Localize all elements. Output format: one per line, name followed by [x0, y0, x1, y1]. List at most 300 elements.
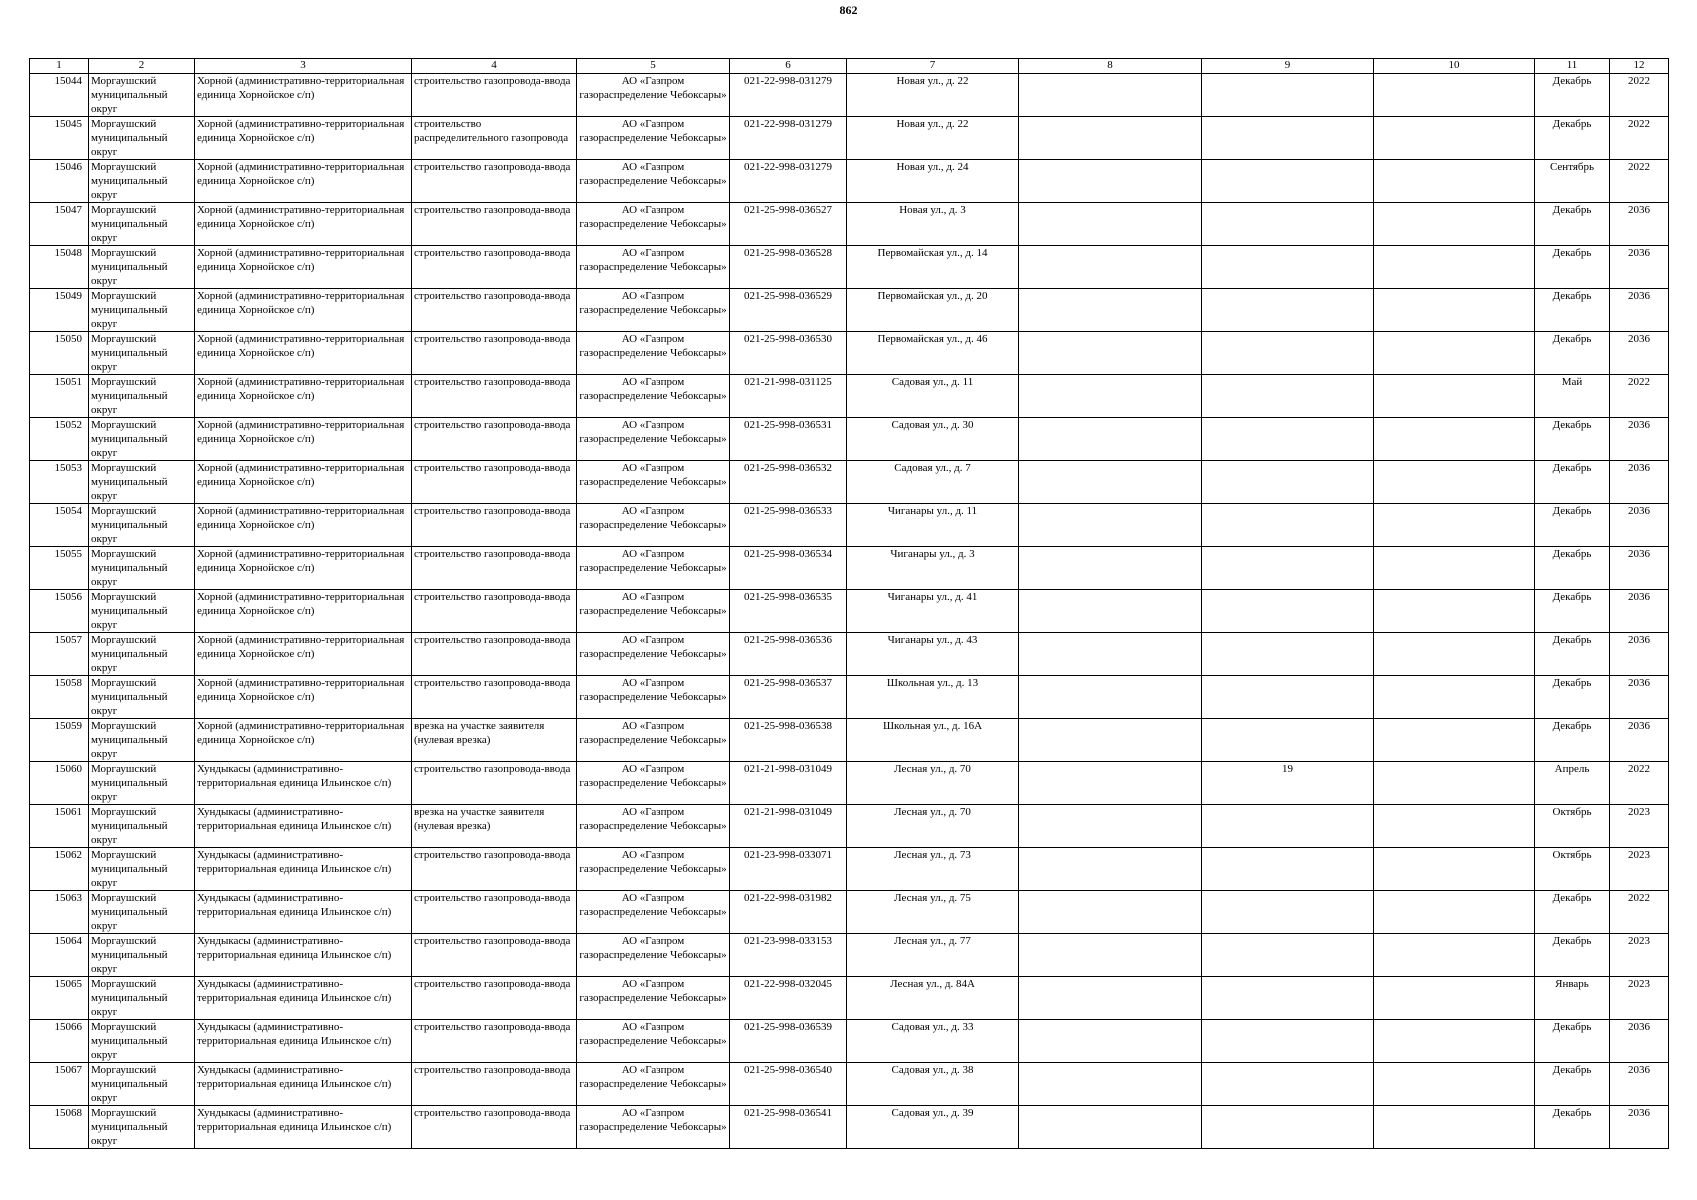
table-row — [30, 891, 1669, 934]
cell-month: Декабрь — [1535, 891, 1610, 934]
cell-locality: Хорной (административно-территориальная единица Хорнойское с/п) — [195, 203, 412, 246]
table-row — [30, 590, 1669, 633]
cell-work-type: строительство газопровода-ввода — [412, 1020, 577, 1063]
cell-application-code: 021-21-998-031049 — [730, 805, 847, 848]
cell-column-8 — [1019, 547, 1202, 590]
column-number-row — [30, 59, 1669, 74]
cell-application-code: 021-21-998-031125 — [730, 375, 847, 418]
cell-month: Декабрь — [1535, 719, 1610, 762]
cell-month: Декабрь — [1535, 74, 1610, 117]
cell-work-type: строительство газопровода-ввода — [412, 1106, 577, 1149]
table-row — [30, 977, 1669, 1020]
cell-district: Моргаушский муниципальный округ — [89, 1106, 195, 1149]
cell-number: 15060 — [30, 762, 89, 805]
cell-year: 2036 — [1610, 633, 1669, 676]
cell-work-type: строительство газопровода-ввода — [412, 891, 577, 934]
cell-number: 15058 — [30, 676, 89, 719]
cell-address: Садовая ул., д. 7 — [847, 461, 1019, 504]
cell-district: Моргаушский муниципальный округ — [89, 504, 195, 547]
cell-address: Лесная ул., д. 70 — [847, 805, 1019, 848]
cell-organization: АО «Газпром газораспределение Чебоксары» — [577, 977, 730, 1020]
cell-locality: Хорной (административно-территориальная единица Хорнойское с/п) — [195, 160, 412, 203]
column-header-3: 3 — [195, 59, 412, 74]
cell-application-code: 021-25-998-036533 — [730, 504, 847, 547]
cell-column-9 — [1202, 74, 1374, 117]
cell-application-code: 021-25-998-036528 — [730, 246, 847, 289]
cell-district: Моргаушский муниципальный округ — [89, 590, 195, 633]
cell-column-8 — [1019, 203, 1202, 246]
cell-column-10 — [1374, 590, 1535, 633]
cell-district: Моргаушский муниципальный округ — [89, 1020, 195, 1063]
cell-column-10 — [1374, 547, 1535, 590]
cell-district: Моргаушский муниципальный округ — [89, 74, 195, 117]
cell-number: 15066 — [30, 1020, 89, 1063]
cell-column-8 — [1019, 676, 1202, 719]
cell-work-type: строительство газопровода-ввода — [412, 934, 577, 977]
cell-locality: Хундыкасы (административно-территориальная единица Ильинское с/п) — [195, 977, 412, 1020]
cell-address: Новая ул., д. 22 — [847, 117, 1019, 160]
cell-work-type: строительство газопровода-ввода — [412, 762, 577, 805]
cell-address: Лесная ул., д. 77 — [847, 934, 1019, 977]
cell-organization: АО «Газпром газораспределение Чебоксары» — [577, 891, 730, 934]
cell-column-8 — [1019, 977, 1202, 1020]
cell-address: Садовая ул., д. 39 — [847, 1106, 1019, 1149]
cell-year: 2022 — [1610, 160, 1669, 203]
cell-work-type: строительство газопровода-ввода — [412, 633, 577, 676]
cell-column-8 — [1019, 117, 1202, 160]
cell-year: 2036 — [1610, 676, 1669, 719]
cell-number: 15046 — [30, 160, 89, 203]
cell-column-10 — [1374, 418, 1535, 461]
cell-year: 2036 — [1610, 1106, 1669, 1149]
cell-column-9 — [1202, 676, 1374, 719]
cell-organization: АО «Газпром газораспределение Чебоксары» — [577, 762, 730, 805]
cell-column-10 — [1374, 977, 1535, 1020]
cell-organization: АО «Газпром газораспределение Чебоксары» — [577, 633, 730, 676]
cell-application-code: 021-22-998-031279 — [730, 74, 847, 117]
cell-number: 15048 — [30, 246, 89, 289]
cell-application-code: 021-25-998-036534 — [730, 547, 847, 590]
column-header-2: 2 — [89, 59, 195, 74]
cell-locality: Хорной (административно-территориальная единица Хорнойское с/п) — [195, 74, 412, 117]
cell-number: 15068 — [30, 1106, 89, 1149]
cell-column-8 — [1019, 332, 1202, 375]
cell-year: 2022 — [1610, 74, 1669, 117]
cell-column-10 — [1374, 246, 1535, 289]
cell-address: Первомайская ул., д. 14 — [847, 246, 1019, 289]
cell-month: Декабрь — [1535, 676, 1610, 719]
column-header-9: 9 — [1202, 59, 1374, 74]
cell-column-10 — [1374, 762, 1535, 805]
cell-district: Моргаушский муниципальный округ — [89, 160, 195, 203]
cell-column-8 — [1019, 633, 1202, 676]
cell-work-type: строительство газопровода-ввода — [412, 160, 577, 203]
cell-address: Лесная ул., д. 73 — [847, 848, 1019, 891]
cell-year: 2022 — [1610, 375, 1669, 418]
cell-month: Декабрь — [1535, 633, 1610, 676]
cell-column-9 — [1202, 117, 1374, 160]
cell-work-type: строительство газопровода-ввода — [412, 289, 577, 332]
cell-work-type: врезка на участке заявителя (нулевая врезка) — [412, 805, 577, 848]
cell-district: Моргаушский муниципальный округ — [89, 676, 195, 719]
cell-work-type: строительство газопровода-ввода — [412, 246, 577, 289]
cell-work-type: строительство распределительного газопровода — [412, 117, 577, 160]
cell-work-type: строительство газопровода-ввода — [412, 74, 577, 117]
cell-year: 2036 — [1610, 590, 1669, 633]
cell-address: Лесная ул., д. 84А — [847, 977, 1019, 1020]
cell-column-8 — [1019, 590, 1202, 633]
cell-organization: АО «Газпром газораспределение Чебоксары» — [577, 74, 730, 117]
cell-district: Моргаушский муниципальный округ — [89, 719, 195, 762]
cell-application-code: 021-25-998-036536 — [730, 633, 847, 676]
table-row — [30, 289, 1669, 332]
table-row — [30, 719, 1669, 762]
cell-work-type: строительство газопровода-ввода — [412, 1063, 577, 1106]
cell-district: Моргаушский муниципальный округ — [89, 805, 195, 848]
cell-organization: АО «Газпром газораспределение Чебоксары» — [577, 719, 730, 762]
cell-column-8 — [1019, 1106, 1202, 1149]
cell-address: Школьная ул., д. 13 — [847, 676, 1019, 719]
column-header-6: 6 — [730, 59, 847, 74]
table-row — [30, 160, 1669, 203]
cell-work-type: врезка на участке заявителя (нулевая врезка) — [412, 719, 577, 762]
cell-organization: АО «Газпром газораспределение Чебоксары» — [577, 418, 730, 461]
cell-year: 2036 — [1610, 461, 1669, 504]
cell-locality: Хорной (административно-территориальная единица Хорнойское с/п) — [195, 676, 412, 719]
cell-year: 2036 — [1610, 246, 1669, 289]
table-row — [30, 1020, 1669, 1063]
cell-month: Декабрь — [1535, 1020, 1610, 1063]
cell-column-9 — [1202, 934, 1374, 977]
cell-organization: АО «Газпром газораспределение Чебоксары» — [577, 1020, 730, 1063]
table-row — [30, 332, 1669, 375]
table-row — [30, 504, 1669, 547]
cell-column-9: 19 — [1202, 762, 1374, 805]
cell-column-8 — [1019, 848, 1202, 891]
cell-number: 15047 — [30, 203, 89, 246]
cell-column-10 — [1374, 461, 1535, 504]
cell-column-10 — [1374, 332, 1535, 375]
cell-column-10 — [1374, 203, 1535, 246]
cell-column-9 — [1202, 332, 1374, 375]
cell-application-code: 021-25-998-036535 — [730, 590, 847, 633]
cell-district: Моргаушский муниципальный округ — [89, 1063, 195, 1106]
table-row — [30, 848, 1669, 891]
cell-year: 2036 — [1610, 289, 1669, 332]
cell-month: Апрель — [1535, 762, 1610, 805]
cell-number: 15067 — [30, 1063, 89, 1106]
cell-number: 15059 — [30, 719, 89, 762]
cell-district: Моргаушский муниципальный округ — [89, 332, 195, 375]
cell-locality: Хорной (административно-территориальная единица Хорнойское с/п) — [195, 332, 412, 375]
cell-column-10 — [1374, 934, 1535, 977]
cell-organization: АО «Газпром газораспределение Чебоксары» — [577, 676, 730, 719]
cell-column-8 — [1019, 504, 1202, 547]
cell-column-10 — [1374, 1106, 1535, 1149]
cell-address: Чиганары ул., д. 3 — [847, 547, 1019, 590]
cell-address: Чиганары ул., д. 11 — [847, 504, 1019, 547]
column-header-10: 10 — [1374, 59, 1535, 74]
cell-year: 2023 — [1610, 848, 1669, 891]
cell-number: 15062 — [30, 848, 89, 891]
cell-column-10 — [1374, 160, 1535, 203]
table-row — [30, 117, 1669, 160]
cell-month: Октябрь — [1535, 805, 1610, 848]
cell-district: Моргаушский муниципальный округ — [89, 375, 195, 418]
cell-column-8 — [1019, 461, 1202, 504]
cell-column-9 — [1202, 418, 1374, 461]
cell-organization: АО «Газпром газораспределение Чебоксары» — [577, 805, 730, 848]
cell-year: 2022 — [1610, 117, 1669, 160]
cell-application-code: 021-22-998-031279 — [730, 117, 847, 160]
cell-number: 15053 — [30, 461, 89, 504]
cell-number: 15050 — [30, 332, 89, 375]
table-row — [30, 805, 1669, 848]
cell-address: Школьная ул., д. 16А — [847, 719, 1019, 762]
cell-locality: Хорной (административно-территориальная единица Хорнойское с/п) — [195, 719, 412, 762]
table-row — [30, 246, 1669, 289]
cell-number: 15056 — [30, 590, 89, 633]
cell-organization: АО «Газпром газораспределение Чебоксары» — [577, 504, 730, 547]
cell-address: Садовая ул., д. 33 — [847, 1020, 1019, 1063]
cell-address: Первомайская ул., д. 20 — [847, 289, 1019, 332]
cell-column-10 — [1374, 633, 1535, 676]
cell-work-type: строительство газопровода-ввода — [412, 504, 577, 547]
cell-number: 15045 — [30, 117, 89, 160]
cell-column-10 — [1374, 1063, 1535, 1106]
cell-organization: АО «Газпром газораспределение Чебоксары» — [577, 289, 730, 332]
cell-work-type: строительство газопровода-ввода — [412, 547, 577, 590]
cell-column-10 — [1374, 891, 1535, 934]
cell-district: Моргаушский муниципальный округ — [89, 461, 195, 504]
cell-application-code: 021-25-998-036531 — [730, 418, 847, 461]
cell-number: 15049 — [30, 289, 89, 332]
cell-district: Моргаушский муниципальный округ — [89, 547, 195, 590]
cell-locality: Хундыкасы (административно-территориальная единица Ильинское с/п) — [195, 934, 412, 977]
cell-organization: АО «Газпром газораспределение Чебоксары» — [577, 848, 730, 891]
cell-month: Декабрь — [1535, 1106, 1610, 1149]
cell-address: Садовая ул., д. 30 — [847, 418, 1019, 461]
cell-application-code: 021-25-998-036538 — [730, 719, 847, 762]
cell-number: 15065 — [30, 977, 89, 1020]
cell-address: Первомайская ул., д. 46 — [847, 332, 1019, 375]
column-header-12: 12 — [1610, 59, 1669, 74]
cell-application-code: 021-25-998-036541 — [730, 1106, 847, 1149]
cell-work-type: строительство газопровода-ввода — [412, 676, 577, 719]
cell-month: Декабрь — [1535, 203, 1610, 246]
column-header-4: 4 — [412, 59, 577, 74]
cell-year: 2036 — [1610, 1063, 1669, 1106]
cell-organization: АО «Газпром газораспределение Чебоксары» — [577, 246, 730, 289]
cell-work-type: строительство газопровода-ввода — [412, 848, 577, 891]
cell-application-code: 021-25-998-036527 — [730, 203, 847, 246]
cell-year: 2036 — [1610, 1020, 1669, 1063]
gasification-table — [29, 58, 1669, 1149]
cell-locality: Хорной (административно-территориальная единица Хорнойское с/п) — [195, 418, 412, 461]
cell-locality: Хундыкасы (административно-территориальная единица Ильинское с/п) — [195, 762, 412, 805]
cell-application-code: 021-25-998-036537 — [730, 676, 847, 719]
cell-column-9 — [1202, 1106, 1374, 1149]
cell-number: 15051 — [30, 375, 89, 418]
cell-organization: АО «Газпром газораспределение Чебоксары» — [577, 203, 730, 246]
cell-number: 15055 — [30, 547, 89, 590]
table-row — [30, 1063, 1669, 1106]
table-body — [30, 74, 1669, 1149]
cell-number: 15061 — [30, 805, 89, 848]
cell-column-10 — [1374, 289, 1535, 332]
cell-month: Декабрь — [1535, 590, 1610, 633]
table-row — [30, 1106, 1669, 1149]
cell-number: 15052 — [30, 418, 89, 461]
cell-application-code: 021-22-998-032045 — [730, 977, 847, 1020]
cell-locality: Хорной (административно-территориальная единица Хорнойское с/п) — [195, 246, 412, 289]
cell-application-code: 021-25-998-036530 — [730, 332, 847, 375]
cell-column-10 — [1374, 74, 1535, 117]
cell-application-code: 021-22-998-031279 — [730, 160, 847, 203]
cell-address: Лесная ул., д. 70 — [847, 762, 1019, 805]
cell-column-9 — [1202, 848, 1374, 891]
cell-column-8 — [1019, 1063, 1202, 1106]
cell-month: Декабрь — [1535, 332, 1610, 375]
cell-column-9 — [1202, 203, 1374, 246]
cell-application-code: 021-25-998-036540 — [730, 1063, 847, 1106]
cell-column-8 — [1019, 418, 1202, 461]
cell-locality: Хорной (административно-территориальная единица Хорнойское с/п) — [195, 547, 412, 590]
cell-number: 15057 — [30, 633, 89, 676]
cell-locality: Хундыкасы (административно-территориальная единица Ильинское с/п) — [195, 1063, 412, 1106]
cell-column-9 — [1202, 719, 1374, 762]
cell-column-8 — [1019, 891, 1202, 934]
cell-locality: Хорной (административно-территориальная единица Хорнойское с/п) — [195, 289, 412, 332]
cell-column-8 — [1019, 246, 1202, 289]
cell-column-9 — [1202, 891, 1374, 934]
column-header-11: 11 — [1535, 59, 1610, 74]
cell-address: Лесная ул., д. 75 — [847, 891, 1019, 934]
cell-column-9 — [1202, 160, 1374, 203]
column-header-7: 7 — [847, 59, 1019, 74]
cell-month: Май — [1535, 375, 1610, 418]
column-header-8: 8 — [1019, 59, 1202, 74]
cell-column-10 — [1374, 1020, 1535, 1063]
cell-month: Октябрь — [1535, 848, 1610, 891]
cell-number: 15054 — [30, 504, 89, 547]
cell-work-type: строительство газопровода-ввода — [412, 590, 577, 633]
cell-district: Моргаушский муниципальный округ — [89, 117, 195, 160]
cell-locality: Хундыкасы (административно-территориальная единица Ильинское с/п) — [195, 1020, 412, 1063]
cell-month: Декабрь — [1535, 461, 1610, 504]
cell-column-8 — [1019, 160, 1202, 203]
cell-month: Декабрь — [1535, 289, 1610, 332]
cell-district: Моргаушский муниципальный округ — [89, 289, 195, 332]
cell-column-9 — [1202, 1063, 1374, 1106]
cell-year: 2023 — [1610, 977, 1669, 1020]
cell-application-code: 021-25-998-036532 — [730, 461, 847, 504]
cell-district: Моргаушский муниципальный округ — [89, 246, 195, 289]
cell-column-9 — [1202, 547, 1374, 590]
cell-locality: Хорной (административно-территориальная единица Хорнойское с/п) — [195, 375, 412, 418]
column-header-1: 1 — [30, 59, 89, 74]
cell-organization: АО «Газпром газораспределение Чебоксары» — [577, 590, 730, 633]
cell-year: 2023 — [1610, 805, 1669, 848]
cell-year: 2036 — [1610, 418, 1669, 461]
cell-work-type: строительство газопровода-ввода — [412, 977, 577, 1020]
cell-address: Чиганары ул., д. 43 — [847, 633, 1019, 676]
cell-month: Декабрь — [1535, 246, 1610, 289]
cell-locality: Хундыкасы (административно-территориальная единица Ильинское с/п) — [195, 805, 412, 848]
cell-column-10 — [1374, 805, 1535, 848]
cell-column-10 — [1374, 676, 1535, 719]
cell-column-10 — [1374, 117, 1535, 160]
table-row — [30, 762, 1669, 805]
cell-organization: АО «Газпром газораспределение Чебоксары» — [577, 461, 730, 504]
table-row — [30, 418, 1669, 461]
cell-number: 15064 — [30, 934, 89, 977]
cell-column-9 — [1202, 289, 1374, 332]
cell-column-9 — [1202, 633, 1374, 676]
cell-column-10 — [1374, 504, 1535, 547]
cell-organization: АО «Газпром газораспределение Чебоксары» — [577, 1106, 730, 1149]
cell-locality: Хундыкасы (административно-территориальная единица Ильинское с/п) — [195, 848, 412, 891]
cell-column-9 — [1202, 590, 1374, 633]
cell-column-8 — [1019, 762, 1202, 805]
column-header-5: 5 — [577, 59, 730, 74]
cell-column-8 — [1019, 805, 1202, 848]
cell-organization: АО «Газпром газораспределение Чебоксары» — [577, 375, 730, 418]
cell-work-type: строительство газопровода-ввода — [412, 461, 577, 504]
cell-column-8 — [1019, 375, 1202, 418]
cell-column-9 — [1202, 1020, 1374, 1063]
cell-column-9 — [1202, 805, 1374, 848]
cell-organization: АО «Газпром газораспределение Чебоксары» — [577, 117, 730, 160]
cell-year: 2036 — [1610, 719, 1669, 762]
table-row — [30, 461, 1669, 504]
cell-application-code: 021-25-998-036529 — [730, 289, 847, 332]
table-row — [30, 74, 1669, 117]
cell-column-8 — [1019, 1020, 1202, 1063]
cell-work-type: строительство газопровода-ввода — [412, 332, 577, 375]
cell-column-9 — [1202, 461, 1374, 504]
cell-organization: АО «Газпром газораспределение Чебоксары» — [577, 160, 730, 203]
cell-year: 2022 — [1610, 762, 1669, 805]
table-row — [30, 203, 1669, 246]
cell-address: Новая ул., д. 24 — [847, 160, 1019, 203]
table-row — [30, 676, 1669, 719]
cell-number: 15063 — [30, 891, 89, 934]
cell-district: Моргаушский муниципальный округ — [89, 934, 195, 977]
cell-year: 2036 — [1610, 547, 1669, 590]
cell-month: Декабрь — [1535, 547, 1610, 590]
cell-district: Моргаушский муниципальный округ — [89, 418, 195, 461]
table-row — [30, 934, 1669, 977]
cell-organization: АО «Газпром газораспределение Чебоксары» — [577, 934, 730, 977]
cell-address: Чиганары ул., д. 41 — [847, 590, 1019, 633]
cell-column-9 — [1202, 977, 1374, 1020]
cell-locality: Хорной (административно-территориальная единица Хорнойское с/п) — [195, 117, 412, 160]
cell-district: Моргаушский муниципальный округ — [89, 203, 195, 246]
cell-work-type: строительство газопровода-ввода — [412, 418, 577, 461]
cell-locality: Хорной (административно-территориальная единица Хорнойское с/п) — [195, 461, 412, 504]
cell-month: Сентябрь — [1535, 160, 1610, 203]
cell-column-10 — [1374, 848, 1535, 891]
cell-locality: Хорной (административно-территориальная единица Хорнойское с/п) — [195, 633, 412, 676]
cell-month: Декабрь — [1535, 934, 1610, 977]
cell-year: 2023 — [1610, 934, 1669, 977]
cell-organization: АО «Газпром газораспределение Чебоксары» — [577, 1063, 730, 1106]
cell-address: Новая ул., д. 22 — [847, 74, 1019, 117]
cell-locality: Хундыкасы (административно-территориальная единица Ильинское с/п) — [195, 1106, 412, 1149]
cell-month: Декабрь — [1535, 1063, 1610, 1106]
cell-month: Декабрь — [1535, 418, 1610, 461]
